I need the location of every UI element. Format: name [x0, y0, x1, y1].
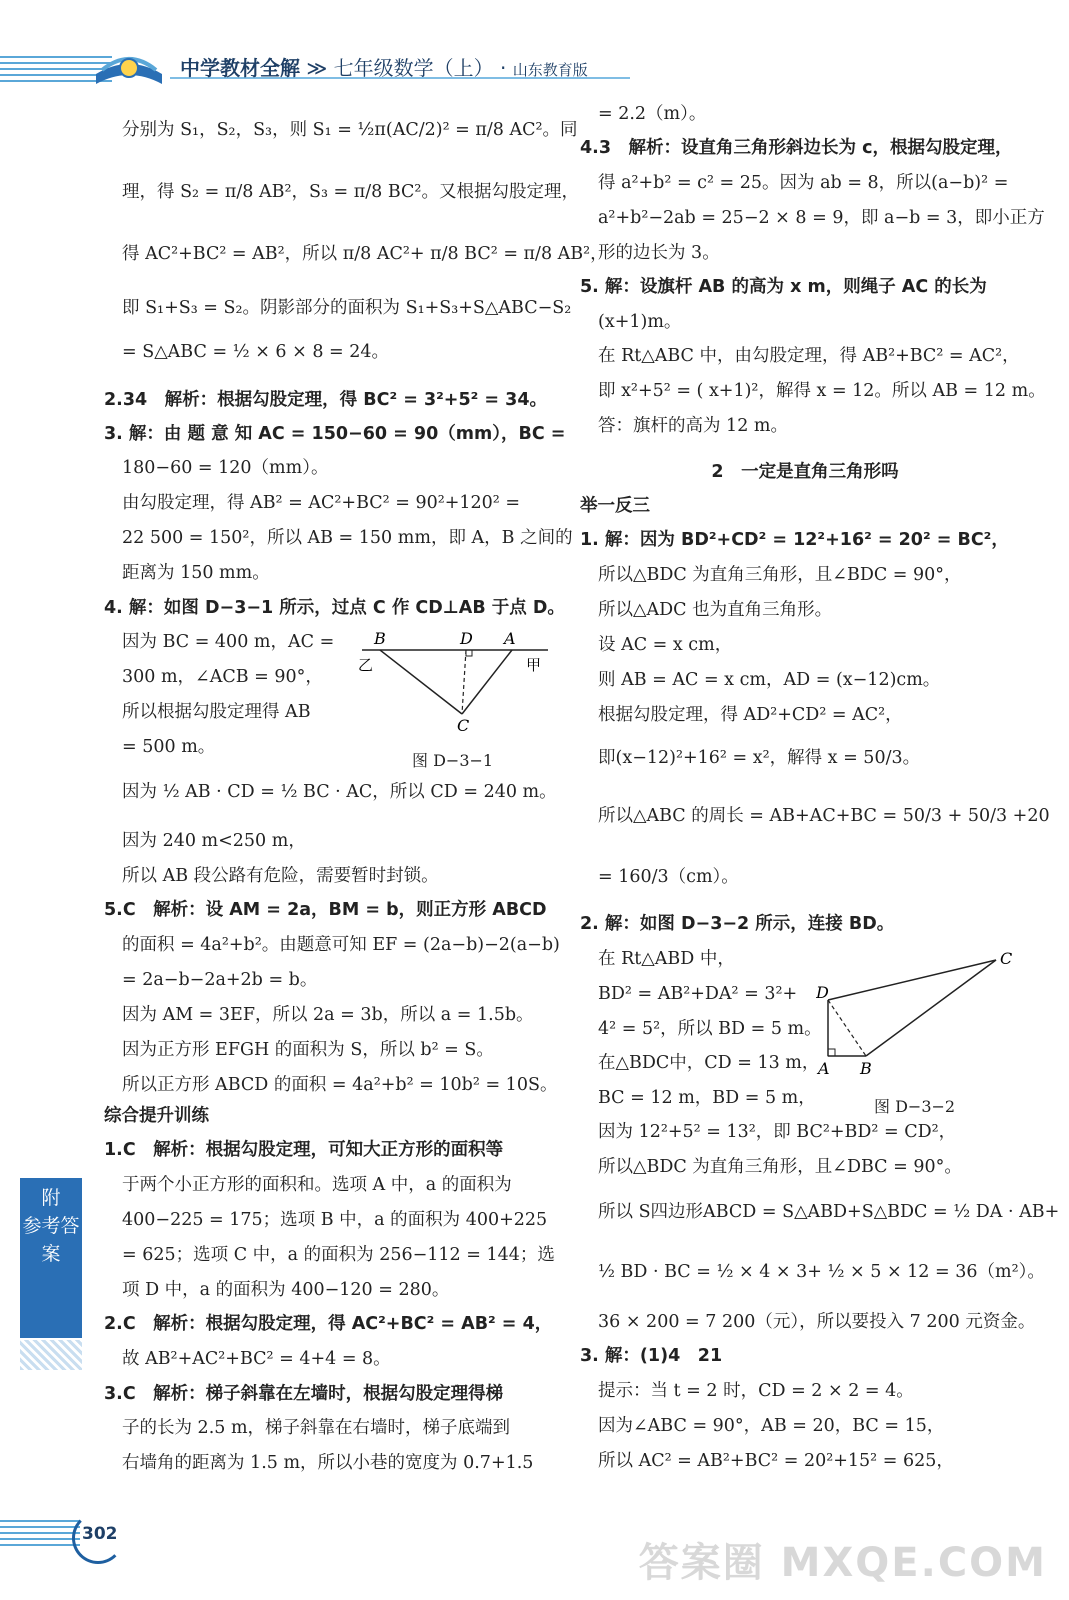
- answer-5: 5.C 解析：设 AM = 2a，BM = b，则正方形 ABCD: [104, 900, 547, 920]
- text-line: 提示：当 t = 2 时，CD = 2 × 2 = 4。: [598, 1381, 914, 1401]
- text-line: 得 AC²+BC² = AB²，所以 π/8 AC²+ π/8 BC² = π/8 AB²，: [122, 244, 608, 264]
- text-line: 项 D 中，a 的面积为 400−120 = 280。: [122, 1280, 450, 1300]
- text-line: 因为∠ABC = 90°，AB = 20，BC = 15，: [598, 1416, 945, 1436]
- text-line: 所以△BDC 为直角三角形，且∠DBC = 90°。: [598, 1157, 962, 1177]
- answer-4: 4. 解：如图 D−3−1 所示，过点 C 作 CD⊥AB 于点 D。: [104, 598, 565, 618]
- figure-d-3-2: [816, 948, 1022, 1078]
- label-yi: 乙: [358, 656, 374, 674]
- answer-j3: 3. 解：(1)4 21: [580, 1346, 723, 1366]
- answer-z2: 2.C 解析：根据勾股定理，得 AC²+BC² = AB² = 4，: [104, 1314, 553, 1334]
- text-line: 答：旗杆的高为 12 m。: [598, 416, 788, 436]
- text-line: 分别为 S₁，S₂，S₃，则 S₁ = ½π(AC/2)² = π/8 AC²。同: [122, 120, 578, 140]
- label-d: D: [460, 629, 473, 648]
- text-line: = 2a−b−2a+2b = b。: [122, 970, 318, 990]
- text-line: 400−225 = 175；选项 B 中，a 的面积为 400+225: [122, 1210, 548, 1230]
- text-line: 22 500 = 150²，所以 AB = 150 mm，即 A，B 之间的: [122, 528, 573, 548]
- text-line: BD² = AB²+DA² = 3²+: [598, 984, 798, 1004]
- section-title: 2 一定是直角三角形吗: [711, 462, 899, 482]
- figure-caption: 图 D−3−1: [412, 751, 494, 770]
- header-arrow: ≫: [306, 56, 328, 80]
- publisher: 山东教育版: [512, 61, 588, 79]
- text-line: 因为 BC = 400 m，AC =: [122, 632, 335, 652]
- text-line: 距离为 150 mm。: [122, 563, 270, 583]
- watermark: 答案圈 MXQE.COM: [638, 1540, 1047, 1586]
- answer-j1: 1. 解：因为 BD²+CD² = 12²+16² = 20² = BC²，: [580, 530, 1009, 550]
- text-line: 形的边长为 3。: [598, 243, 720, 263]
- segment-ca: [462, 650, 512, 714]
- text-line: 子的长为 2.5 m，梯子斜靠在右墙时，梯子底端到: [122, 1418, 511, 1438]
- answer-3: 3. 解：由 题 意 知 AC = 150−60 = 90（mm），BC =: [104, 424, 566, 444]
- answer-z3: 3.C 解析：梯子斜靠在左墙时，根据勾股定理得梯: [104, 1384, 504, 1404]
- text-line: 由勾股定理，得 AB² = AC²+BC² = 90²+120² =: [122, 493, 521, 513]
- text-line: 因为正方形 EFGH 的面积为 S，所以 b² = S。: [122, 1040, 494, 1060]
- text-line: 于两个小正方形的面积和。选项 A 中，a 的面积为: [122, 1175, 512, 1195]
- text-line: 所以 AC² = AB²+BC² = 20²+15² = 625，: [598, 1451, 954, 1471]
- text-line: 则 AB = AC = x cm，AD = (x−12)cm。: [598, 670, 941, 690]
- text-line: 所以 S四边形ABCD = S△ABD+S△BDC = ½ DA · AB+: [598, 1202, 1060, 1222]
- segment-bc: [380, 650, 462, 714]
- header-title: [180, 52, 588, 81]
- text-line: BC = 12 m，BD = 5 m，: [598, 1088, 816, 1108]
- text-line: (x+1)m。: [598, 312, 682, 332]
- text-line: 设 AC = x cm，: [598, 635, 733, 655]
- section-heading: 综合提升训练: [104, 1106, 209, 1126]
- text-line: 180−60 = 120（mm）。: [122, 458, 329, 478]
- text-line: 理，得 S₂ = π/8 AB²，S₃ = π/8 BC²。又根据勾股定理，: [122, 182, 579, 202]
- text-line: 因为 AM = 3EF，所以 2a = 3b，所以 a = 1.5b。: [122, 1005, 534, 1025]
- appendix-tab: 附 参考答案: [20, 1178, 82, 1338]
- text-line: 在△BDC中，CD = 13 m，: [598, 1053, 820, 1073]
- text-line: 在 Rt△ABC 中，由勾股定理，得 AB²+BC² = AC²，: [598, 346, 1020, 366]
- text-line: 的面积 = 4a²+b²。由题意可知 EF = (2a−b)−2(a−b): [122, 935, 560, 955]
- text-line: 所以△BDC 为直角三角形，且∠BDC = 90°，: [598, 565, 962, 585]
- text-line: 因为 ½ AB · CD = ½ BC · AC，所以 CD = 240 m。: [122, 782, 557, 802]
- page-header: [0, 0, 1069, 100]
- segment-cd: [462, 650, 466, 714]
- label-jia: 甲: [526, 656, 542, 674]
- text-line: 36 × 200 = 7 200（元），所以要投入 7 200 元资金。: [598, 1312, 1036, 1332]
- tab-decoration: [20, 1340, 82, 1370]
- section-heading: 举一反三: [580, 496, 650, 516]
- answer-2: 2.34 解析：根据勾股定理，得 BC² = 3²+5² = 34。: [104, 390, 548, 410]
- label-c: C: [1000, 949, 1013, 968]
- segment-dc: [828, 960, 996, 1000]
- text-line: 所以△ABC 的周长 = AB+AC+BC = 50/3 + 50/3 +20: [598, 806, 1050, 826]
- text-line: 4² = 5²，所以 BD = 5 m。: [598, 1019, 822, 1039]
- right-angle-mark: [828, 1049, 835, 1056]
- text-line: = 160/3（cm）。: [598, 867, 739, 887]
- book-title: 中学教材全解: [180, 56, 300, 80]
- subject-title: 七年级数学（上）: [333, 56, 494, 80]
- text-line: 即 x²+5² = ( x+1)²，解得 x = 12。所以 AB = 12 m。: [598, 381, 1046, 401]
- text-line: 所以 AB 段公路有危险，需要暂时封锁。: [122, 866, 439, 886]
- footer-decoration: [0, 1520, 80, 1550]
- text-line: = 625；选项 C 中，a 的面积为 256−112 = 144；选: [122, 1245, 555, 1265]
- text-line: 故 AB²+AC²+BC² = 4+4 = 8。: [122, 1349, 391, 1369]
- text-line: ½ BD · BC = ½ × 4 × 3+ ½ × 5 × 12 = 36（m²）。: [598, 1262, 1045, 1282]
- label-c: C: [457, 716, 470, 733]
- text-line: = 2.2（m）。: [598, 104, 707, 124]
- label-a: A: [504, 629, 516, 648]
- segment-bc: [866, 960, 996, 1056]
- label-d: D: [816, 983, 829, 1002]
- text-line: a²+b²−2ab = 25−2 × 8 = 9，即 a−b = 3，即小正方: [598, 208, 1045, 228]
- text-line: 因为 12²+5² = 13²，即 BC²+BD² = CD²，: [598, 1122, 957, 1142]
- text-line: 所以△ADC 也为直角三角形。: [598, 600, 833, 620]
- label-b: B: [860, 1059, 872, 1078]
- answer-j2: 2. 解：如图 D−3−2 所示，连接 BD。: [580, 914, 895, 934]
- right-angle-mark: [466, 650, 472, 656]
- text-line: 300 m，∠ACB = 90°，: [122, 667, 323, 687]
- text-line: 在 Rt△ABD 中，: [598, 949, 735, 969]
- figure-d-3-1: [356, 628, 556, 733]
- header-dot: ·: [500, 56, 507, 80]
- text-line: 得 a²+b² = c² = 25。因为 ab = 8，所以(a−b)² =: [598, 173, 1009, 193]
- segment-bd: [828, 1000, 866, 1056]
- label-b: B: [374, 629, 386, 648]
- text-line: = 500 m。: [122, 737, 216, 757]
- text-line: 所以根据勾股定理得 AB: [122, 702, 311, 722]
- answer-z1: 1.C 解析：根据勾股定理，可知大正方形的面积等: [104, 1140, 504, 1160]
- answer-4: 4.3 解析：设直角三角形斜边长为 c，根据勾股定理，: [580, 138, 1013, 158]
- page-number: 302: [82, 1524, 118, 1544]
- text-line: 根据勾股定理，得 AD²+CD² = AC²，: [598, 705, 903, 725]
- book-logo-icon: [92, 44, 166, 94]
- answer-5: 5. 解：设旗杆 AB 的高为 x m，则绳子 AC 的长为: [580, 277, 987, 297]
- text-line: 即(x−12)²+16² = x²，解得 x = 50/3。: [598, 748, 921, 768]
- text-line: = S△ABC = ½ × 6 × 8 = 24。: [122, 342, 390, 362]
- figure-caption: 图 D−3−2: [874, 1097, 956, 1116]
- text-line: 所以正方形 ABCD 的面积 = 4a²+b² = 10b² = 10S。: [122, 1075, 558, 1095]
- text-line: 因为 240 m<250 m，: [122, 831, 306, 851]
- text-line: 右墙角的距离为 1.5 m，所以小巷的宽度为 0.7+1.5: [122, 1453, 534, 1473]
- text-line: 即 S₁+S₃ = S₂。阴影部分的面积为 S₁+S₃+S△ABC−S₂: [122, 298, 572, 318]
- label-a: A: [818, 1059, 830, 1078]
